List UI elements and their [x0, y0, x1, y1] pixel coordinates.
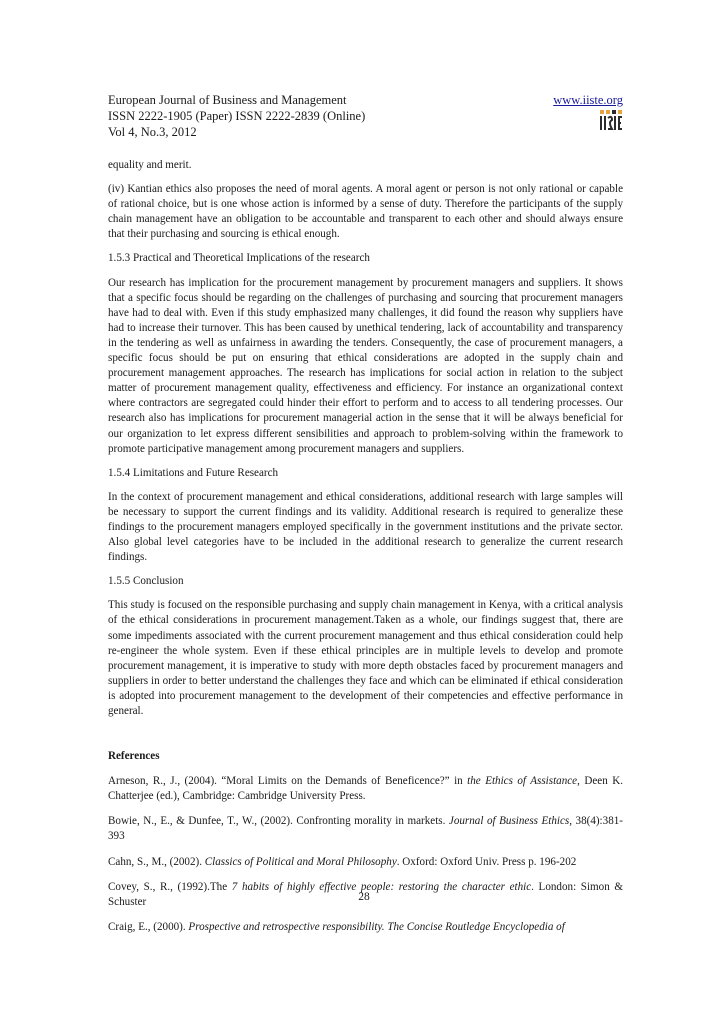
paragraph-kantian-ethics: (iv) Kantian ethics also proposes the need of moral agents. A moral agent or person is not only rational or capable of rational choice, but is one whose action is informed by a sense of duty. Therefore the participants of the supply chain management have an obligation to be accountable and transparent to each other and should always ensure that their purchasing and sourcing is ethical enough. — [108, 183, 623, 241]
reference-item: Arneson, R., J., (2004). “Moral Limits on the Demands of Beneficence?” in the Ethics of Assistance, Deen K. Chatterjee (ed.), Cambridge: Cambridge University Press. — [108, 775, 623, 803]
iiste-logo — [599, 110, 623, 132]
reference-item: Bowie, N., E., & Dunfee, T., W., (2002). Confronting morality in markets. Journal of Business Ethics, 38(4):381-393 — [108, 815, 623, 843]
reference-item: Craig, E., (2000). Prospective and retrospective responsibility. The Concise Routledge Encyclopedia of — [108, 920, 565, 933]
section-heading-implications: 1.5.3 Practical and Theoretical Implications of the research — [108, 252, 370, 265]
page — [108, 92, 623, 945]
reference-item: Covey, S., R., (1992).The 7 habits of highly effective people: restoring the character ethic. London: Simon & Schuster — [108, 880, 623, 908]
issn-line: ISSN 2222-1905 (Paper) ISSN 2222-2839 (Online) — [108, 109, 366, 123]
page-header — [108, 92, 623, 140]
references-heading: References — [108, 750, 160, 763]
volume-line: Vol 4, No.3, 2012 — [108, 125, 197, 139]
reference-item: Cahn, S., M., (2002). Classics of Political and Moral Philosophy. Oxford: Oxford Univ. Press p. 196-202 — [108, 855, 577, 868]
section-heading-conclusion: 1.5.5 Conclusion — [108, 575, 184, 588]
page-number: 28 — [358, 891, 370, 903]
section-heading-limitations: 1.5.4 Limitations and Future Research — [108, 466, 279, 479]
paragraph-conclusion: This study is focused on the responsible purchasing and supply chain management in Kenya, with a critical analysis of the ethical considerations in procurement management.Taken as a whole, our findings suggest that, there are some impediments associated with the current procurement management and thus ethical consideration could help re-engineer the whole system. Even if these ethical principles are in multiple levels to develop and promote procurement management, it is imperative to study with more depth obstacles faced by procurement managers and suppliers in order to better understand the challenges they face and which can be eliminated if ethical consideration is adopted into procurement management to the development of their competencies and effective performance in general. — [108, 599, 623, 717]
journal-name: European Journal of Business and Management — [108, 93, 347, 107]
article-body — [108, 158, 623, 935]
paragraph-limitations: In the context of procurement management and ethical considerations, additional research with large samples will be necessary to support the current findings and its validity. Additional research is required to generalize these findings to the procurement managers employed specifically in the government institutions and the private sector. Also global level categories have to be included in the additional research to generalize the current research findings. — [108, 490, 623, 564]
journal-url-link[interactable]: www.iiste.org — [553, 93, 623, 107]
paragraph-continuation: equality and merit. — [108, 159, 192, 171]
paragraph-implications: Our research has implication for the procurement management by procurement managers and suppliers. It shows that a specific focus should be regarding on the challenges of purchasing and sourcing that procurement managers have had to deal with. Even if this study emphasized many challenges, it did found the reason why suppliers have had to increase their turnover. This has been caused by unethical tendering, lack of accountability and transparency in the tendering as well as unfairness in awarding the tenders. Consequently, the case of procurement managers, a specific focus should be put on ensuring that ethical considerations are adopted in the supply chain and procurement management approaches. The research has implications for social action in relation to the subject matter of procurement management quality, effectiveness and efficiency. For instance an organizational context where contractors are segregated could hinder their effort to perform and to access to all tendering processes. Our research also has implications for procurement managerial action in the sense that it will be always beneficial for our organization to let express different sensibilities and approach to problem-solving within the framework to promote participative management among procurement managers and suppliers. — [108, 276, 623, 455]
